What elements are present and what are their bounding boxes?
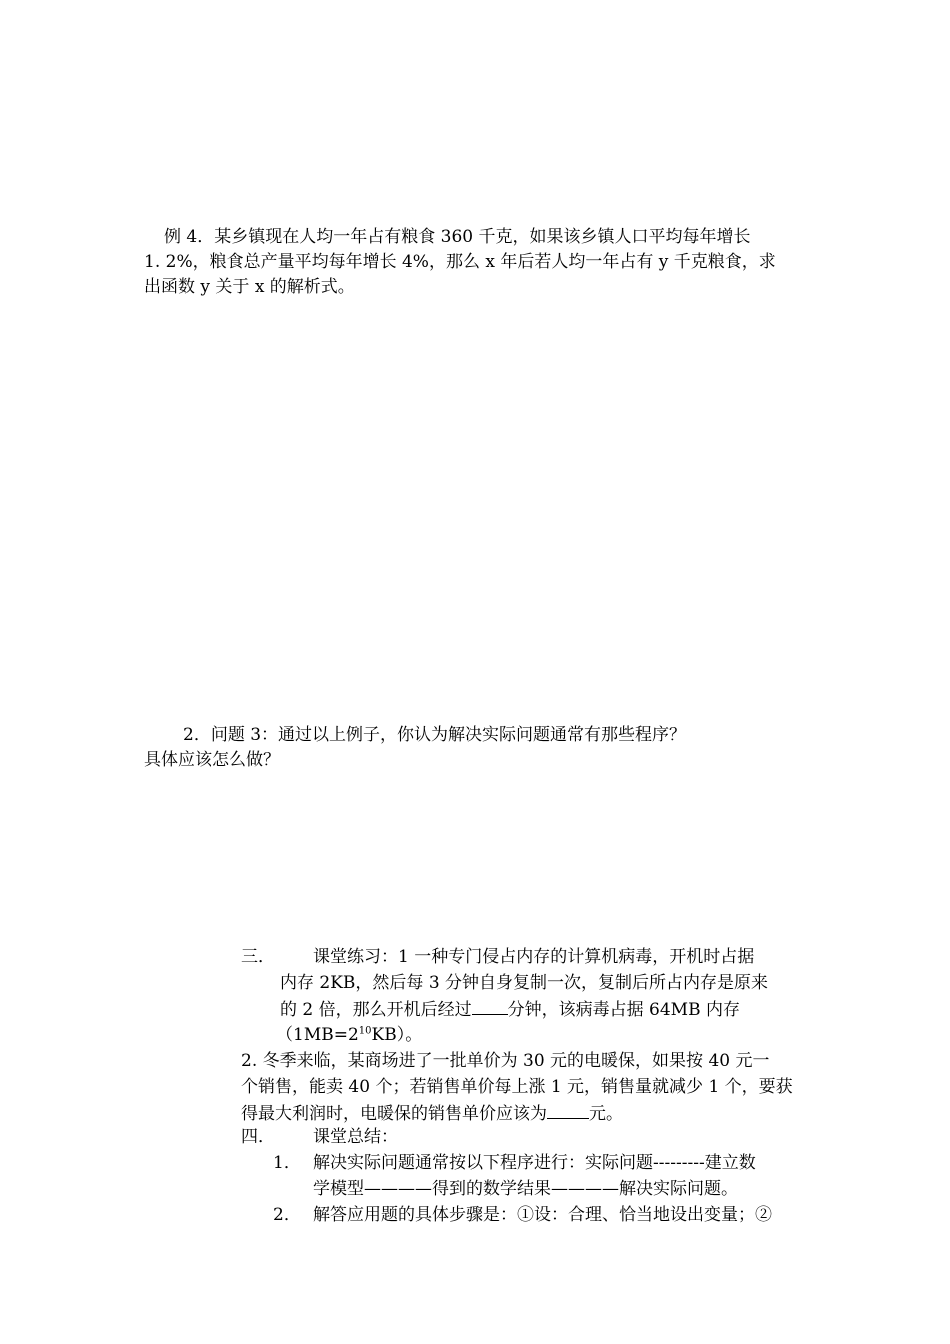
example4-line3: 出函数 y 关于 x 的解析式。 xyxy=(144,277,355,297)
section4-item2-number: 2． xyxy=(273,1205,301,1225)
answer-blank-minutes xyxy=(472,996,508,1015)
exponent-10: 10 xyxy=(358,1025,372,1037)
section3-line3 xyxy=(280,996,740,1023)
example4-line1: 例 4．某乡镇现在人均一年占有粮食 360 千克，如果该乡镇人口平均每年增长 xyxy=(164,227,751,247)
answer-blank-price xyxy=(547,1100,589,1119)
question3-line2: 具体应该怎么做？ xyxy=(144,750,280,770)
section4-number: 四． xyxy=(241,1127,275,1147)
exercise2-line1: 2. 冬季来临，某商场进了一批单价为 30 元的电暖保，如果按 40 元一 xyxy=(241,1051,770,1071)
section3-line1: 课堂练习：1 一种专门侵占内存的计算机病毒，开机时占据 xyxy=(313,947,755,967)
section4-title: 课堂总结： xyxy=(313,1127,398,1147)
section3-line3-b: 分钟，该病毒占据 64MB 内存 xyxy=(507,1000,740,1020)
exercise2-line3 xyxy=(241,1100,623,1127)
section3-line2: 内存 2KB，然后每 3 分钟自身复制一次，复制后所占内存是原来 xyxy=(280,973,769,993)
question3-line1: 2．问题 3：通过以上例子，你认为解决实际问题通常有那些程序？ xyxy=(183,725,687,745)
exercise2-line3-b: 元。 xyxy=(589,1104,623,1124)
section3-line4 xyxy=(276,1022,422,1048)
exercise2-line2: 个销售，能卖 40 个；若销售单价每上涨 1 元，销售量就减少 1 个，要获 xyxy=(241,1077,793,1097)
example4-line2: 1. 2%，粮食总产量平均每年增长 4%，那么 x 年后若人均一年占有 y 千克粮食，求 xyxy=(144,252,776,272)
section4-item1-line1: 解决实际问题通常按以下程序进行：实际问题---------建立数 xyxy=(313,1153,756,1173)
section4-item1-number: 1． xyxy=(273,1153,301,1173)
section3-line4-b: KB）。 xyxy=(371,1025,423,1045)
section4-item1-line2: 学模型————得到的数学结果————解决实际问题。 xyxy=(313,1179,738,1199)
exercise2-line3-a: 得最大利润时，电暖保的销售单价应该为 xyxy=(241,1104,547,1124)
section3-number: 三． xyxy=(241,947,275,967)
section3-line3-a: 的 2 倍，那么开机后经过 xyxy=(280,1000,472,1020)
section4-item2-line1: 解答应用题的具体步骤是：①设：合理、恰当地设出变量；② xyxy=(313,1205,772,1225)
section3-line4-a: （1MB=2 xyxy=(276,1025,359,1045)
